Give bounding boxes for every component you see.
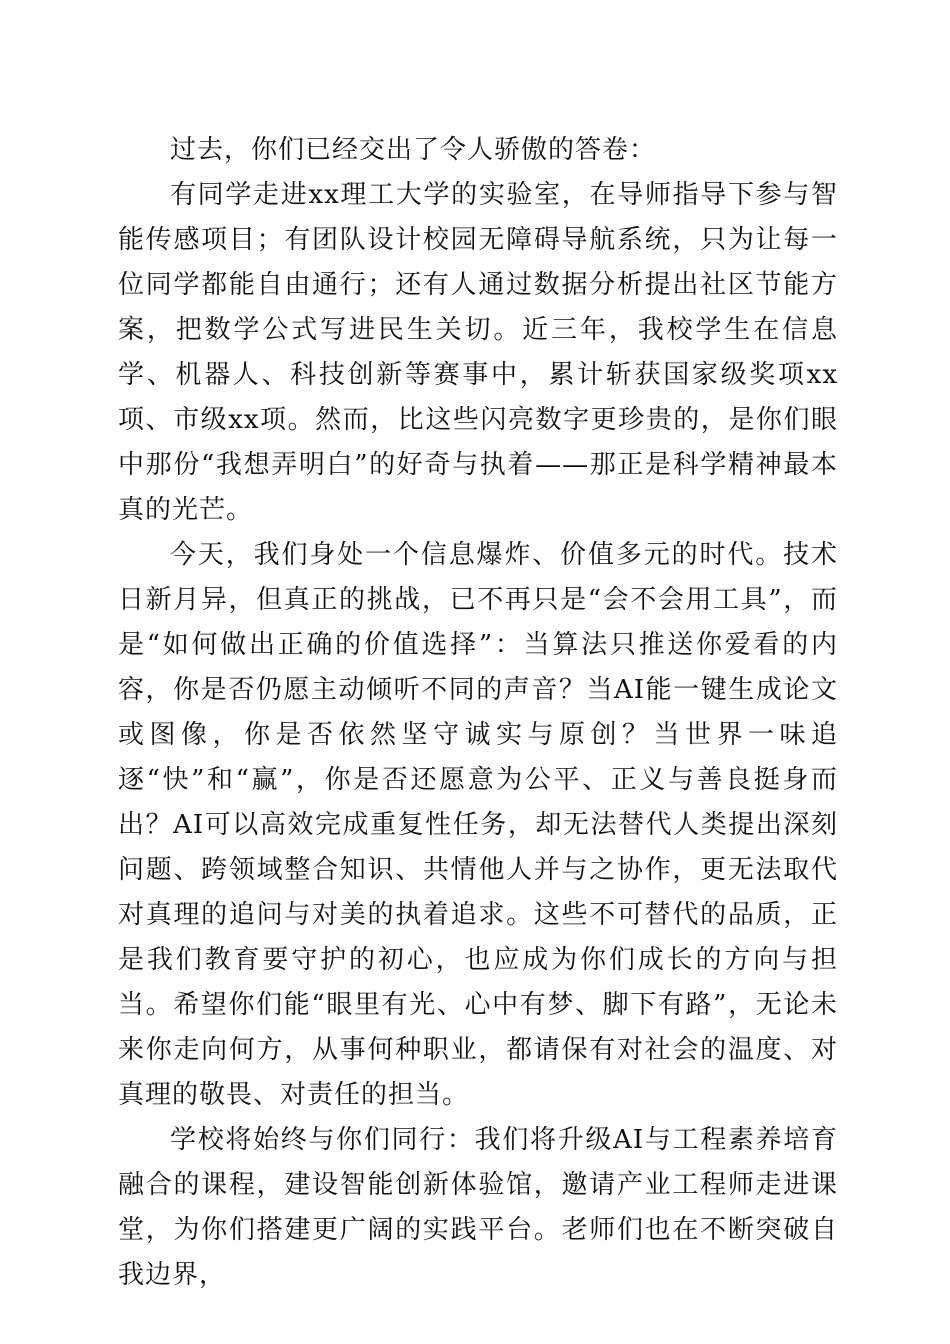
document-body xyxy=(118,128,838,1298)
paragraph-1: 过去，你们已经交出了令人骄傲的答卷： xyxy=(170,135,657,165)
paragraph-4: 学校将始终与你们同行：我们将升级AI与工程素养培育融合的课程，建设智能创新体验馆，邀请产业工程师走进课堂，为你们搭建更广阔的实践平台。老师们也在不断突破自我边界， xyxy=(118,1125,838,1290)
paragraph-2: 有同学走进xx理工大学的实验室，在导师指导下参与智能传感项目；有团队设计校园无障碍导航系统，只为让每一位同学都能自由通行；还有人通过数据分析提出社区节能方案，把数学公式写进民生关切。近三年，我校学生在信息学、机器人、科技创新等赛事中，累计斩获国家级奖项xx项、市级xx项。然而，比这些闪亮数字更珍贵的，是你们眼中那份“我想弄明白”的好奇与执着——那正是科学精神最本真的光芒。 xyxy=(118,180,838,525)
paragraph-3: 今天，我们身处一个信息爆炸、价值多元的时代。技术日新月异，但真正的挑战，已不再只是“会不会用工具”，而是“如何做出正确的价值选择”：当算法只推送你爱看的内容，你是否仍愿主动倾听不同的声音？当AI能一键生成论文或图像，你是否依然坚守诚实与原创？当世界一味追逐“快”和“赢”，你是否还愿意为公平、正义与善良挺身而出？AI可以高效完成重复性任务，却无法替代人类提出深刻问题、跨领域整合知识、共情他人并与之协作，更无法取代对真理的追问与对美的执着追求。这些不可替代的品质，正是我们教育要守护的初心，也应成为你们成长的方向与担当。希望你们能“眼里有光、心中有梦、脚下有路”，无论未来你走向何方，从事何种职业，都请保有对社会的温度、对真理的敬畏、对责任的担当。 xyxy=(118,540,838,1110)
